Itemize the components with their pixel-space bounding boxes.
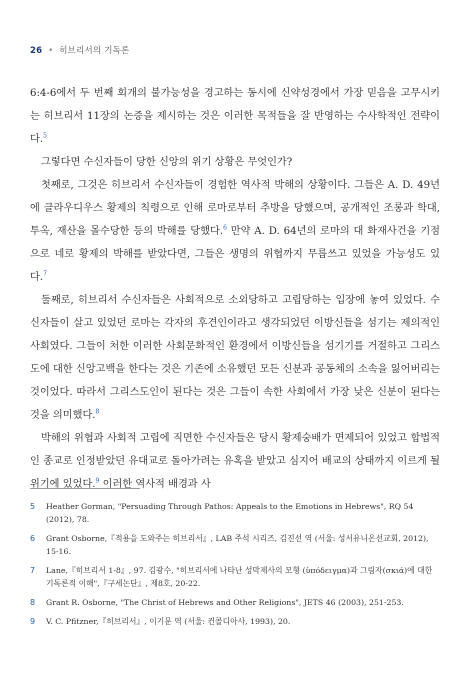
paragraph (30, 174, 440, 289)
footnote-text: Heather Gorman, "Persuading Through Pathos: Appeals to the Emotions in Hebrews", RQ 54 (2012), 78. (46, 502, 414, 524)
footnote-text: Lane,『히브리서 1-8』, 97. 김광수, "히브리서에 나타난 성막제사의 모형 (ὑπόδειγμα)과 그림자(σκιά)에 대한 기독론적 이해",『구세논단』, 제8호, 20-22. (46, 566, 433, 588)
footnote-ref[interactable]: 7 (43, 270, 47, 278)
paragraph (30, 151, 440, 174)
paragraph-text: 이러한 역사적 배경과 사 (99, 479, 211, 490)
footnote-text: Grant Osborne,『적용을 도와주는 히브리서』, LAB 주석 시리즈, 김진선 역 (서울: 성서유니온선교회, 2012), 15-16. (46, 534, 429, 556)
paragraph-text: 6:4-6에서 두 번째 회개의 불가능성을 경고하는 동시에 신약성경에서 가장 믿음을 고무시키는 히브리서 11장의 논증을 제시하는 것은 이러한 목적들을 잘 반영하는 수사학적인 전략이다. (30, 88, 440, 145)
header-separator: • (48, 46, 54, 56)
footnote (30, 532, 440, 558)
page-number: 26 (30, 46, 43, 56)
paragraph-text: 그렇다면 수신자들이 당한 신앙의 위기 상황은 무엇인가? (41, 157, 293, 168)
footnote-ref[interactable]: 9 (95, 477, 100, 485)
paragraph (30, 427, 440, 496)
footnote (30, 615, 440, 628)
footnote-number: 9 (30, 617, 36, 626)
footnote (30, 500, 440, 526)
footnote-text: V. C. Pfitzner,『히브리서』, 이기문 역 (서울: 컨콜디아사, 1993), 20. (46, 617, 291, 626)
paragraph (30, 289, 440, 427)
body-text (30, 82, 440, 496)
paragraph-text: 박해의 위협과 사회적 고립에 직면한 수신자들은 당시 황제숭배가 면제되어 있었고 합법적인 종교로 인정받았던 유대교로 돌아가려는 유혹을 받았고 심지어 배교의 상태까지 이르게 될 위기에 있었다. (30, 433, 440, 490)
footnotes (30, 500, 440, 634)
footnote (30, 596, 440, 609)
paragraph-text: 만약 A. D. 64년의 로마의 대 화재사건을 기점으로 네로 황제의 박해를 받았다면, 그들은 생명의 위협까지 무릅쓰고 있었을 가능성도 있다. (30, 226, 441, 283)
paragraph (30, 82, 440, 151)
footnote-number: 5 (30, 502, 36, 511)
running-header (30, 44, 129, 56)
footnote-ref[interactable]: 8 (95, 408, 100, 416)
book-title: 히브리서의 기독론 (59, 46, 130, 56)
footnote-ref[interactable]: 6 (223, 224, 227, 232)
footnote (30, 564, 440, 590)
footnote-ref[interactable]: 5 (43, 132, 47, 140)
footnote-number: 6 (30, 534, 36, 543)
paragraph-text: 둘째로, 히브리서 수신자들은 사회적으로 소외당하고 고립당하는 입장에 놓여 있었다. 수신자들이 살고 있었던 로마는 각자의 후견인이라고 생각되었던 이방신들을 섬기는 제의적인 사회였다. 그들이 처한 이러한 사회문화적인 환경에서 이방신들을 섬기기를 거절하고 그리스도에 대한 신앙고백을 한다는 것은 기존에 소유했던 모든 신분과 공동체의 소속을 잃어버리는 것이었다. 따라서 그리스도인이 된다는 것은 그들이 속한 사회에서 가장 낮은 신분이 된다는 것을 의미했다. (30, 295, 440, 421)
footnote-number: 7 (30, 566, 36, 575)
footnote-number: 8 (30, 598, 36, 607)
paragraph-text: 첫째로, 그것은 히브리서 수신자들이 경험한 역사적 박해의 상황이다. 그들은 A. D. 49년에 클라우디우스 황제의 칙령으로 인해 로마로부터 추방을 당했으며, 공개적인 조롱과 학대, 투옥, 재산을 몰수당한 등의 박해를 당했다. (30, 180, 440, 237)
footnote-divider (30, 488, 140, 489)
footnote-text: Grant R. Osborne, "The Christ of Hebrews and Other Religions", JETS 46 (2003), 251-253. (46, 598, 404, 607)
